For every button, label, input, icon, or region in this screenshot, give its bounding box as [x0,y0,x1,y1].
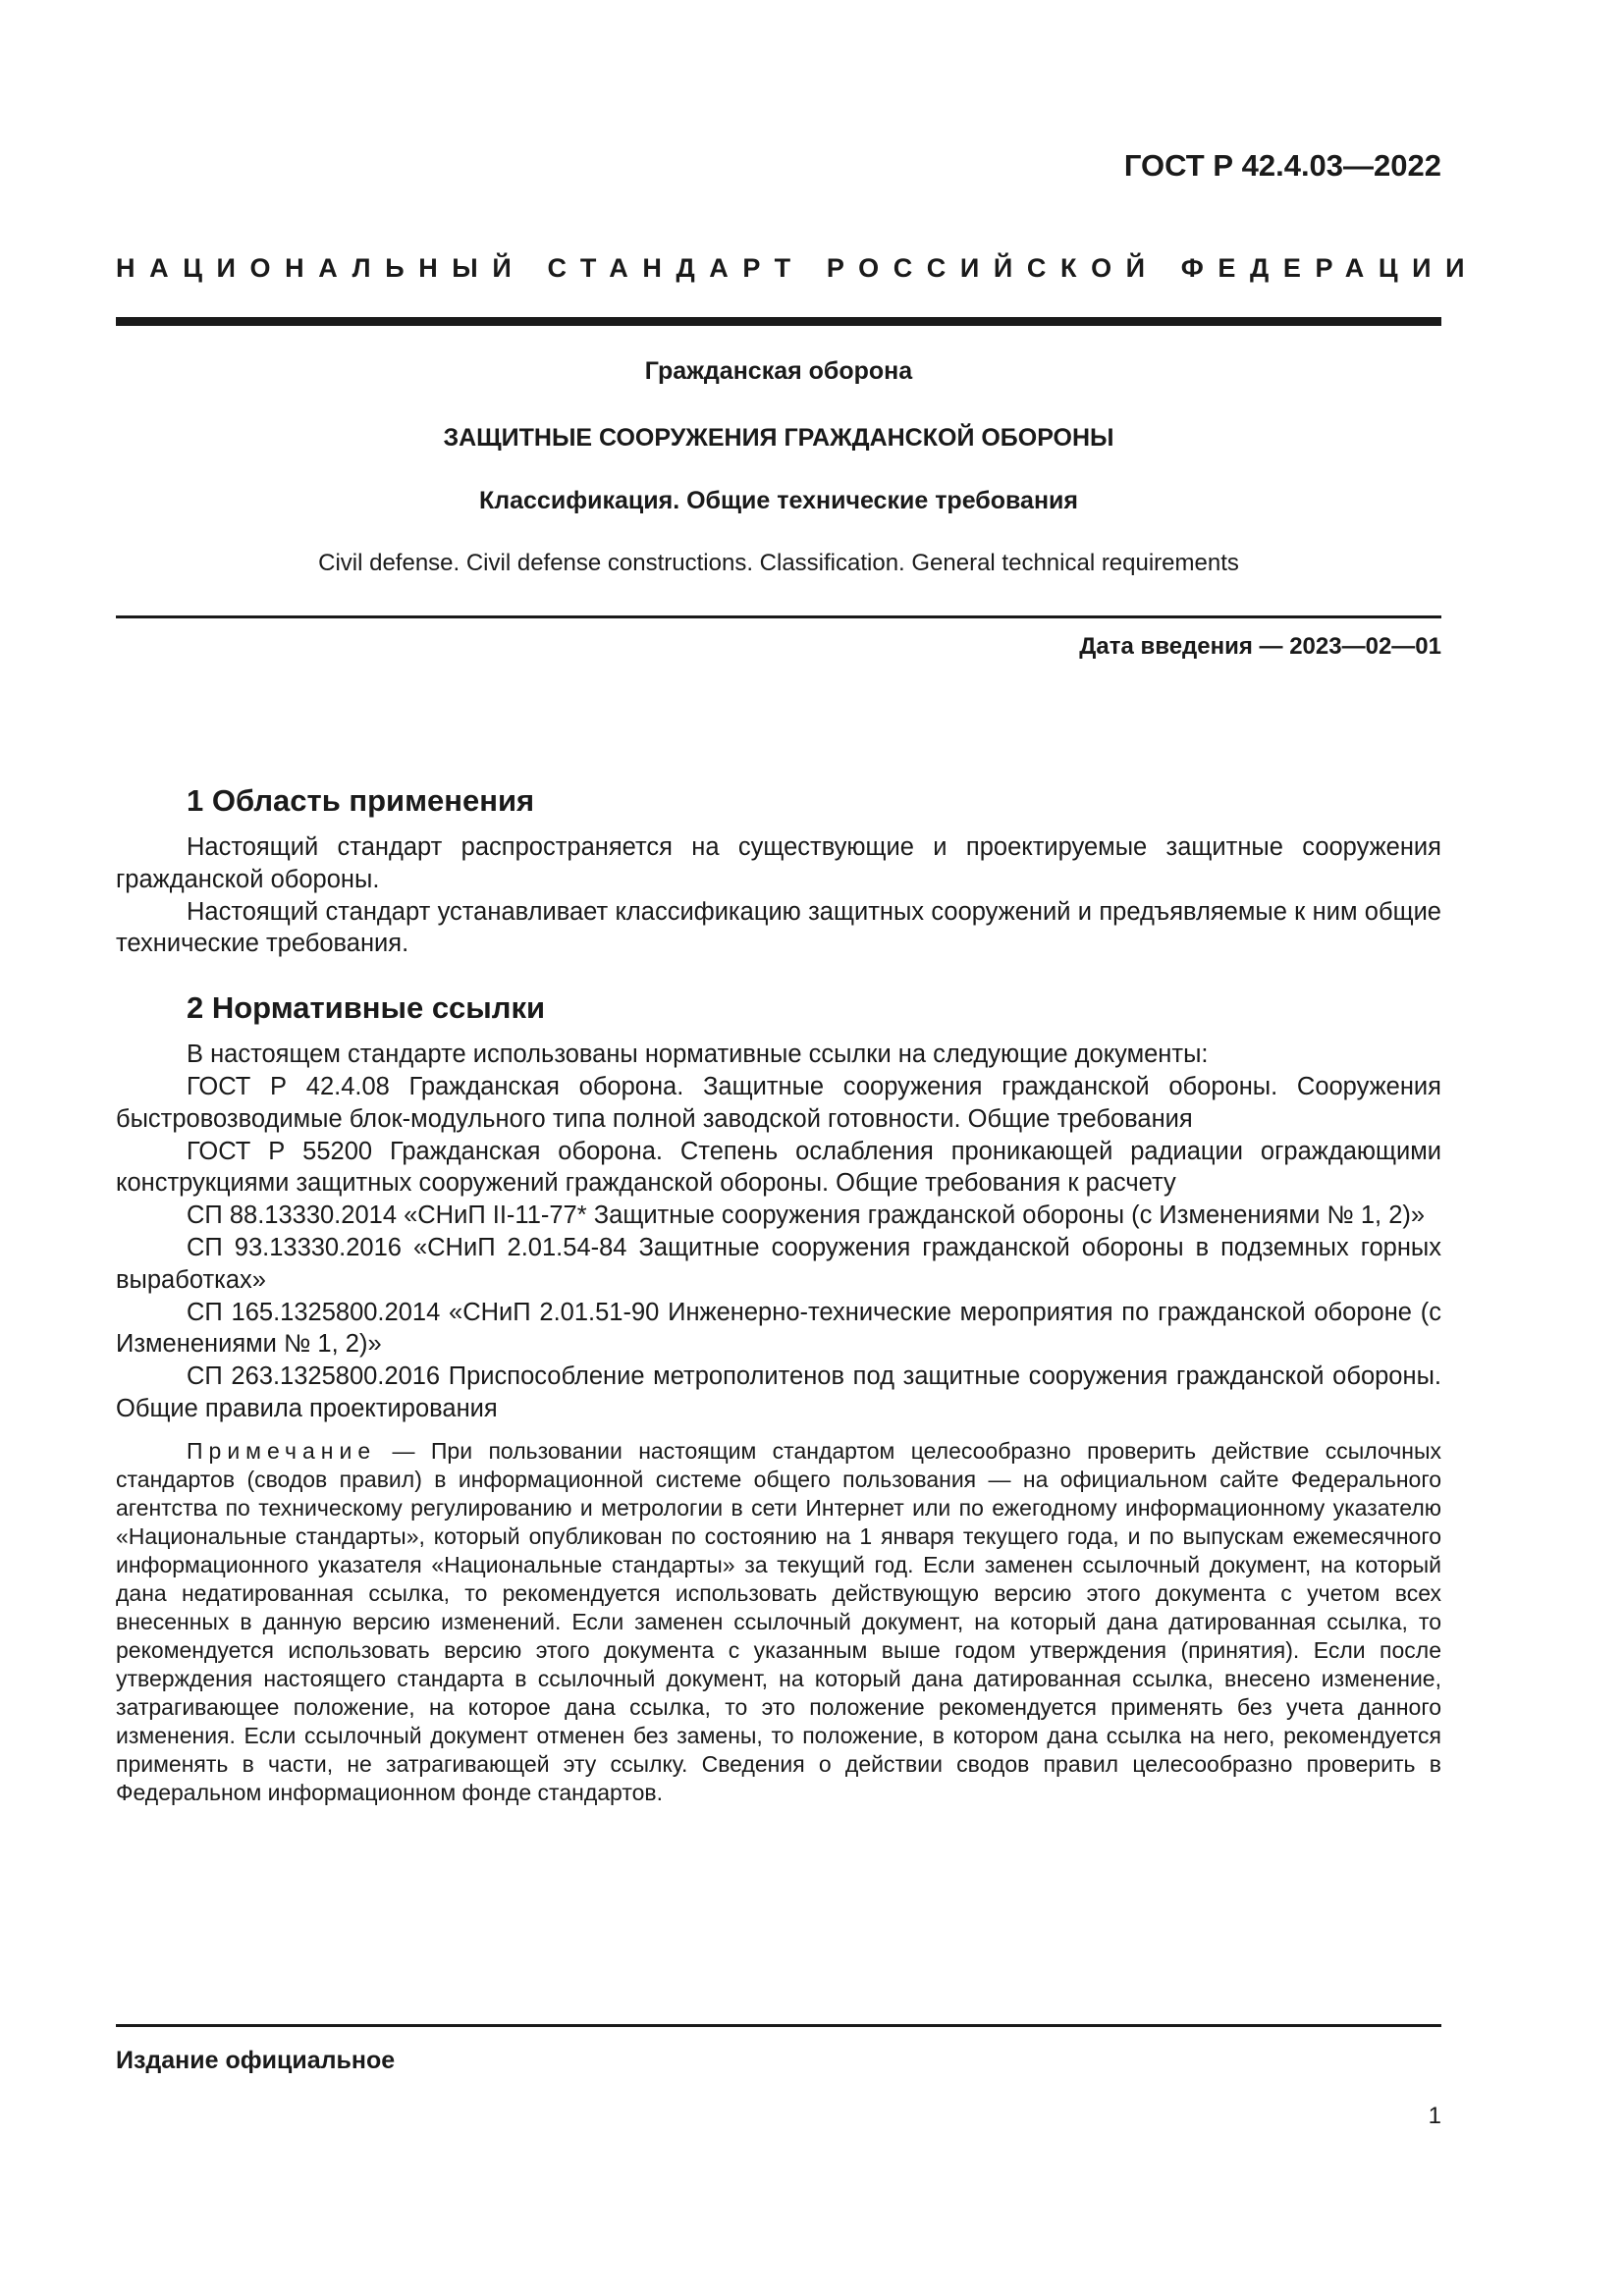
title-main: ЗАЩИТНЫЕ СООРУЖЕНИЯ ГРАЖДАНСКОЙ ОБОРОНЫ [443,424,1114,452]
section-heading-scope: 1 Область применения [187,783,535,818]
reference-item: СП 88.13330.2014 «СНиП II-11-77* Защитные сооружения гражданской обороны (с Изменениями № 1, 2)» [187,1201,1426,1230]
section-heading-references: 2 Нормативные ссылки [187,990,546,1026]
national-standard-header: НАЦИОНАЛЬНЫЙ СТАНДАРТ РОССИЙСКОЙ ФЕДЕРАЦИИ [116,253,1480,283]
footer-divider [116,2024,1441,2027]
title-subtitle: Классификация. Общие технические требования [478,487,1078,514]
title-domain: Гражданская оборона [644,357,913,385]
document-body [116,780,1441,1807]
paragraph: В настоящем стандарте использованы нормативные ссылки на следующие документы: [187,1041,1209,1069]
header-divider [116,317,1441,326]
paragraph: Настоящий стандарт устанавливает классификацию защитных сооружений и предъявляемые к ним общие технические требования. [116,897,1441,958]
document-number: ГОСТ Р 42.4.03—2022 [1123,148,1441,183]
page-number: 1 [1428,2103,1441,2129]
paragraph: Настоящий стандарт распространяется на существующие и проектируемые защитные сооружения гражданской обороны. [116,833,1441,893]
reference-item: ГОСТ Р 42.4.08 Гражданская оборона. Защитные сооружения гражданской обороны. Сооружения быстровозводимые блок-модульного типа полной заводской готовности. Общие требования [116,1072,1441,1133]
reference-item: СП 93.13330.2016 «СНиП 2.01.54-84 Защитные сооружения гражданской обороны в подземных горных выработках» [116,1233,1441,1294]
note [116,1437,1441,1807]
edition-label: Издание официальное [116,2047,396,2074]
reference-item: ГОСТ Р 55200 Гражданская оборона. Степень ослабления проникающей радиации ограждающими конструкциями защитных сооружений гражданской обороны. Общие требования к расчету [116,1137,1441,1198]
note-label: Примечание [187,1437,377,1464]
title-divider [116,615,1441,618]
reference-item: СП 165.1325800.2014 «СНиП 2.01.51-90 Инженерно-технические мероприятия по гражданской обороне (с Изменениями № 1, 2)» [116,1298,1441,1359]
note-text: — При пользовании настоящим стандартом целесообразно проверить действие ссылочных стандартов (сводов правил) в информационной системе общего пользования — на официальном сайте Федерального агентства по техническому регулированию и метрологии в сети Интернет или по ежегодному информационному указателю «Национальные стандарты», который опубликован по состоянию на 1 января текущего года, и по выпускам ежемесячного информационного указателя «Национальные стандарты» за текущий год. Если заменен ссылочный документ, на который дана недатированная ссылка, то рекомендуется использовать действующую версию этого документа с учетом всех внесенных в данную версию изменений. Если заменен ссылочный документ, на который дана датированная ссылка, то рекомендуется использовать версию этого документа с указанным выше годом утверждения (принятия). Если после утверждения настоящего стандарта в ссылочный документ, на который дана датированная ссылка, внесено изменение, затрагивающее положение, на которое дана ссылка, то это положение рекомендуется применять без учета данного изменения. Если ссылочный документ отменен без замены, то положение, в котором дана ссылка на него, рекомендуется применять в части, не затрагивающей эту ссылку. Сведения о действии сводов правил целесообразно проверить в Федеральном информационном фонде стандартов. [116,1437,1441,1805]
introduction-date: Дата введения — 2023—02—01 [1079,633,1441,660]
reference-item: СП 263.1325800.2016 Приспособление метрополитенов под защитные сооружения гражданской обороны. Общие правила проектирования [116,1362,1441,1422]
title-english: Civil defense. Civil defense constructions. Classification. General technical requirements [318,550,1239,576]
